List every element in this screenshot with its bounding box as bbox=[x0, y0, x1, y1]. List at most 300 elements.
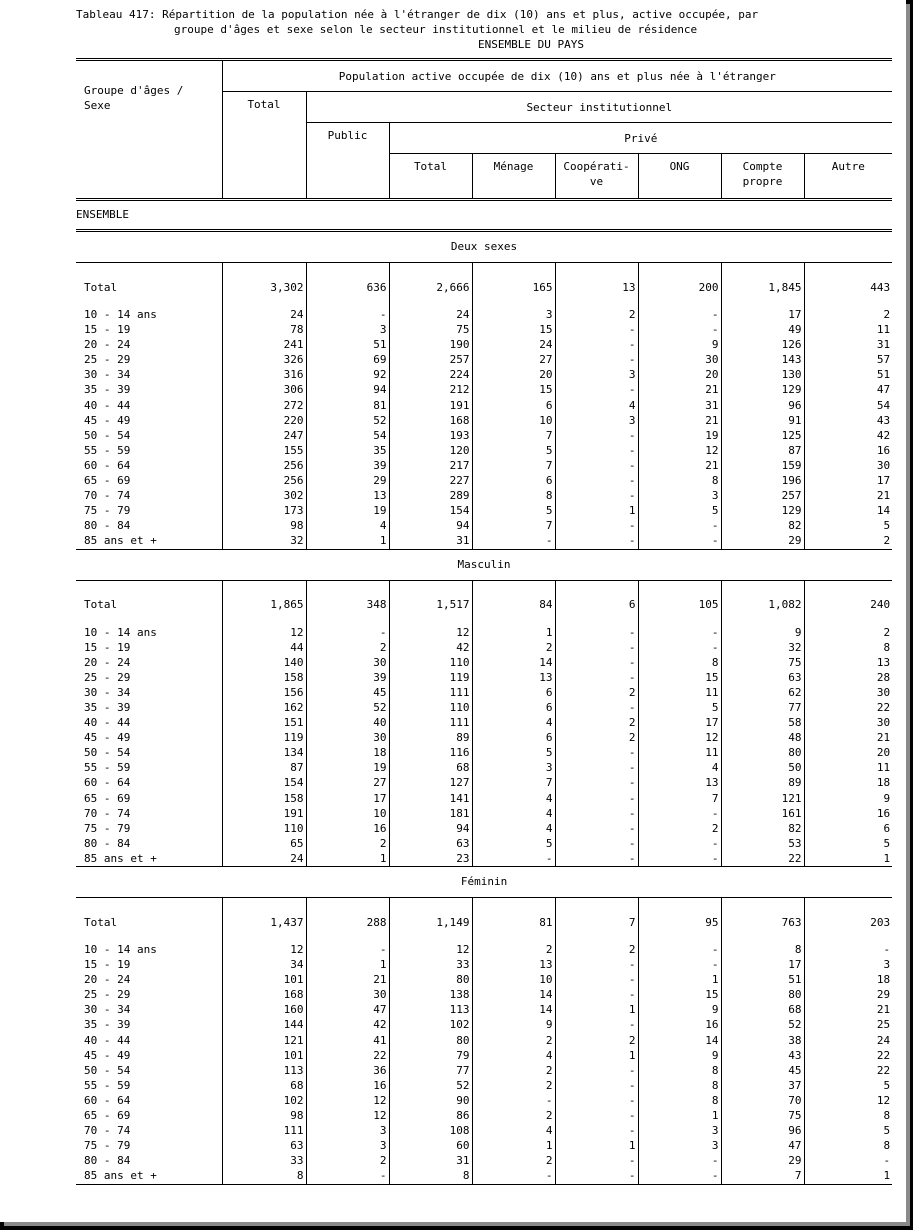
cell-value: 126 bbox=[721, 337, 804, 352]
cell-value: 52 bbox=[389, 1078, 472, 1093]
cell-value: 1 bbox=[804, 1168, 892, 1184]
cell-value: 220 bbox=[222, 413, 306, 428]
cell-value: 5 bbox=[472, 745, 555, 760]
cell-value: 1 bbox=[555, 1138, 638, 1153]
cell-value: - bbox=[555, 670, 638, 685]
cell-value: 80 bbox=[721, 987, 804, 1002]
cell-value: 75 bbox=[389, 322, 472, 337]
cell-value: 1,517 bbox=[389, 595, 472, 613]
cell-value: 102 bbox=[222, 1093, 306, 1108]
cell-value: 116 bbox=[389, 745, 472, 760]
cell-value: 7 bbox=[472, 518, 555, 533]
cell-value: 138 bbox=[389, 987, 472, 1002]
row-label: Total bbox=[84, 280, 118, 294]
section-title: Masculin bbox=[76, 549, 892, 580]
cell-value: 159 bbox=[721, 458, 804, 473]
cell-value: 20 bbox=[472, 367, 555, 382]
cell-value: 12 bbox=[222, 625, 306, 640]
cell-value: 8 bbox=[721, 942, 804, 957]
cell-value: - bbox=[638, 957, 721, 972]
cell-value: 289 bbox=[389, 488, 472, 503]
cell-value: 1,845 bbox=[721, 277, 804, 295]
cell-value: 5 bbox=[472, 836, 555, 851]
cell-value: 7 bbox=[472, 428, 555, 443]
cell-value: 87 bbox=[721, 443, 804, 458]
cell-value: 12 bbox=[306, 1093, 389, 1108]
cell-value: 4 bbox=[472, 1123, 555, 1138]
cell-value: 1 bbox=[472, 1138, 555, 1153]
cell-value: 1,082 bbox=[721, 595, 804, 613]
cell-value: 8 bbox=[638, 1078, 721, 1093]
empty-cell bbox=[472, 580, 555, 595]
cell-value: 4 bbox=[472, 1048, 555, 1063]
cell-value: 7 bbox=[638, 791, 721, 806]
cell-value: 111 bbox=[389, 685, 472, 700]
row-label: 75 - 79 bbox=[84, 821, 131, 835]
cell-value: - bbox=[555, 625, 638, 640]
empty-cell bbox=[76, 898, 222, 913]
cooperative-header bbox=[555, 154, 638, 200]
cell-value: 3 bbox=[555, 367, 638, 382]
cell-value: - bbox=[555, 1123, 638, 1138]
spacer-row bbox=[76, 580, 892, 595]
cell-value: 7 bbox=[472, 775, 555, 790]
row-label: 80 - 84 bbox=[84, 1154, 131, 1168]
cell-value: 92 bbox=[306, 367, 389, 382]
cell-value: 2 bbox=[555, 685, 638, 700]
cell-value: 113 bbox=[389, 1002, 472, 1017]
cell-value: 8 bbox=[804, 640, 892, 655]
cell-value: - bbox=[555, 806, 638, 821]
cell-value: 24 bbox=[222, 851, 306, 867]
table-row bbox=[76, 1123, 892, 1138]
row-label: 10 - 14 ans bbox=[84, 625, 157, 639]
cell-value: 191 bbox=[389, 398, 472, 413]
empty-cell bbox=[222, 613, 306, 625]
cell-value: 316 bbox=[222, 367, 306, 382]
row-label: 35 - 39 bbox=[84, 1018, 131, 1032]
row-label: Total bbox=[84, 598, 118, 612]
cell-value: 763 bbox=[721, 912, 804, 930]
secteur-header: Secteur institutionnel bbox=[306, 92, 892, 123]
cell-value: 119 bbox=[222, 730, 306, 745]
spacer-row bbox=[76, 263, 892, 278]
ong-header: ONG bbox=[638, 154, 721, 200]
table-row bbox=[76, 685, 892, 700]
row-label: 25 - 29 bbox=[84, 670, 131, 684]
cooperative-header-label: Coopérati-ve bbox=[563, 160, 630, 189]
row-label: 40 - 44 bbox=[84, 716, 131, 730]
table-row bbox=[76, 518, 892, 533]
cell-value: 69 bbox=[306, 352, 389, 367]
cell-value: 11 bbox=[804, 760, 892, 775]
table-row bbox=[76, 775, 892, 790]
cell-value: 52 bbox=[306, 700, 389, 715]
cell-value: 8 bbox=[638, 1063, 721, 1078]
cell-value: - bbox=[638, 1168, 721, 1184]
empty-cell bbox=[472, 930, 555, 942]
cell-value: 288 bbox=[306, 912, 389, 930]
cell-value: 47 bbox=[306, 1002, 389, 1017]
cell-value: 102 bbox=[389, 1017, 472, 1032]
cell-value: 140 bbox=[222, 655, 306, 670]
cell-value: 14 bbox=[638, 1033, 721, 1048]
cell-value: 10 bbox=[472, 413, 555, 428]
cell-value: - bbox=[555, 655, 638, 670]
spanner-header: Population active occupée de dix (10) ans et plus née à l'étranger bbox=[222, 60, 892, 92]
title-line-1: Tableau 417: Répartition de la population née à l'étranger de dix (10) ans et plus, active occupée, par bbox=[76, 8, 759, 21]
cell-value: 16 bbox=[638, 1017, 721, 1032]
row-label: 50 - 54 bbox=[84, 428, 131, 442]
cell-value: 155 bbox=[222, 443, 306, 458]
cell-value: 25 bbox=[804, 1017, 892, 1032]
cell-value: 2 bbox=[555, 307, 638, 322]
cell-value: 32 bbox=[222, 533, 306, 549]
table-row bbox=[76, 382, 892, 397]
cell-value: 3 bbox=[638, 488, 721, 503]
cell-value: 162 bbox=[222, 700, 306, 715]
cell-value: 3 bbox=[472, 760, 555, 775]
table-row bbox=[76, 625, 892, 640]
cell-value: 6 bbox=[472, 685, 555, 700]
empty-cell bbox=[804, 898, 892, 913]
cell-value: 23 bbox=[389, 851, 472, 867]
cell-value: 105 bbox=[638, 595, 721, 613]
cell-value: 2 bbox=[306, 836, 389, 851]
cell-value: - bbox=[638, 322, 721, 337]
cell-value: - bbox=[555, 957, 638, 972]
table-row bbox=[76, 806, 892, 821]
cell-value: 4 bbox=[472, 821, 555, 836]
empty-cell bbox=[472, 613, 555, 625]
cell-value: 10 bbox=[306, 806, 389, 821]
cell-value: 15 bbox=[472, 322, 555, 337]
table-row bbox=[76, 443, 892, 458]
cell-value: 200 bbox=[638, 277, 721, 295]
cell-value: - bbox=[555, 972, 638, 987]
cell-value: 110 bbox=[389, 700, 472, 715]
cell-value: 1,865 bbox=[222, 595, 306, 613]
cell-value: 48 bbox=[721, 730, 804, 745]
cell-value: - bbox=[638, 518, 721, 533]
cell-value: 9 bbox=[472, 1017, 555, 1032]
row-label: 70 - 74 bbox=[84, 1124, 131, 1138]
cell-value: 77 bbox=[721, 700, 804, 715]
cell-value: - bbox=[306, 625, 389, 640]
cell-value: 2 bbox=[306, 1153, 389, 1168]
cell-value: - bbox=[638, 851, 721, 867]
cell-value: 21 bbox=[638, 413, 721, 428]
cell-value: 247 bbox=[222, 428, 306, 443]
cell-value: 52 bbox=[306, 413, 389, 428]
row-label: 35 - 39 bbox=[84, 383, 131, 397]
empty-cell bbox=[306, 613, 389, 625]
cell-value: 75 bbox=[721, 655, 804, 670]
cell-value: 1 bbox=[306, 957, 389, 972]
cell-value: 44 bbox=[222, 640, 306, 655]
spacer-row bbox=[76, 898, 892, 913]
cell-value: 29 bbox=[721, 533, 804, 549]
cell-value: 111 bbox=[222, 1123, 306, 1138]
cell-value: 13 bbox=[804, 655, 892, 670]
cell-value: - bbox=[638, 640, 721, 655]
cell-value: 84 bbox=[472, 595, 555, 613]
cell-value: 110 bbox=[389, 655, 472, 670]
cell-value: 58 bbox=[721, 715, 804, 730]
cell-value: 82 bbox=[721, 518, 804, 533]
table-row bbox=[76, 503, 892, 518]
row-label: 45 - 49 bbox=[84, 731, 131, 745]
row-label: 85 ans et + bbox=[76, 533, 222, 549]
row-label: 40 - 44 bbox=[84, 398, 131, 412]
cell-value: 16 bbox=[804, 806, 892, 821]
cell-value: 22 bbox=[804, 1048, 892, 1063]
cell-value: 60 bbox=[389, 1138, 472, 1153]
cell-value: - bbox=[638, 806, 721, 821]
cell-value: 5 bbox=[472, 503, 555, 518]
cell-value: 24 bbox=[472, 337, 555, 352]
row-label: 10 - 14 ans bbox=[84, 308, 157, 321]
cell-value: 75 bbox=[721, 1108, 804, 1123]
section-title: Féminin bbox=[76, 867, 892, 898]
cell-value: 3 bbox=[638, 1123, 721, 1138]
cell-value: 12 bbox=[389, 625, 472, 640]
cell-value: 81 bbox=[306, 398, 389, 413]
cell-value: 181 bbox=[389, 806, 472, 821]
cell-value: 12 bbox=[306, 1108, 389, 1123]
row-label: 60 - 64 bbox=[84, 1093, 131, 1107]
empty-cell bbox=[389, 898, 472, 913]
empty-cell bbox=[472, 898, 555, 913]
cell-value: 108 bbox=[389, 1123, 472, 1138]
empty-cell bbox=[76, 295, 222, 307]
cell-value: 2 bbox=[555, 1033, 638, 1048]
row-label: 30 - 34 bbox=[84, 368, 131, 382]
cell-value: - bbox=[555, 322, 638, 337]
empty-cell bbox=[804, 580, 892, 595]
cell-value: - bbox=[555, 382, 638, 397]
cell-value: 2 bbox=[555, 730, 638, 745]
cell-value: 31 bbox=[389, 533, 472, 549]
row-label: 70 - 74 bbox=[84, 806, 131, 820]
table-row bbox=[76, 413, 892, 428]
row-label: 20 - 24 bbox=[84, 973, 131, 987]
table-row bbox=[76, 398, 892, 413]
cell-value: 257 bbox=[721, 488, 804, 503]
cell-value: - bbox=[638, 625, 721, 640]
cell-value: 86 bbox=[389, 1108, 472, 1123]
cell-value: 94 bbox=[306, 382, 389, 397]
cell-value: 15 bbox=[638, 670, 721, 685]
table-row bbox=[76, 715, 892, 730]
empty-cell bbox=[222, 580, 306, 595]
table-row bbox=[76, 1063, 892, 1078]
cell-value: 54 bbox=[306, 428, 389, 443]
cell-value: 3 bbox=[638, 1138, 721, 1153]
cell-value: 30 bbox=[804, 685, 892, 700]
cell-value: 8 bbox=[472, 488, 555, 503]
table-row bbox=[76, 322, 892, 337]
table-row bbox=[76, 745, 892, 760]
cell-value: 63 bbox=[222, 1138, 306, 1153]
row-label: 20 - 24 bbox=[84, 338, 131, 352]
cell-value: 39 bbox=[306, 670, 389, 685]
cell-value: 39 bbox=[306, 458, 389, 473]
row-label: 45 - 49 bbox=[84, 413, 131, 427]
cell-value: - bbox=[555, 458, 638, 473]
cell-value: 96 bbox=[721, 398, 804, 413]
cell-value: 29 bbox=[306, 473, 389, 488]
empty-cell bbox=[472, 295, 555, 307]
cell-value: 47 bbox=[721, 1138, 804, 1153]
empty-cell bbox=[638, 263, 721, 278]
cell-value: 129 bbox=[721, 382, 804, 397]
cell-value: 2 bbox=[472, 1063, 555, 1078]
cell-value: 20 bbox=[638, 367, 721, 382]
row-label: 80 - 84 bbox=[84, 519, 131, 533]
cell-value: 17 bbox=[721, 307, 804, 322]
cell-value: 40 bbox=[306, 715, 389, 730]
row-label: 20 - 24 bbox=[84, 655, 131, 669]
table-row bbox=[76, 821, 892, 836]
cell-value: 50 bbox=[721, 760, 804, 775]
cell-value: 256 bbox=[222, 458, 306, 473]
cell-value: 203 bbox=[804, 912, 892, 930]
cell-value: 41 bbox=[306, 1033, 389, 1048]
cell-value: 42 bbox=[804, 428, 892, 443]
cell-value: 154 bbox=[222, 775, 306, 790]
cell-value: 29 bbox=[721, 1153, 804, 1168]
table-row bbox=[76, 1048, 892, 1063]
empty-cell bbox=[306, 263, 389, 278]
cell-value: - bbox=[555, 428, 638, 443]
cell-value: 98 bbox=[222, 1108, 306, 1123]
cell-value: 443 bbox=[804, 277, 892, 295]
cell-value: 5 bbox=[638, 503, 721, 518]
cell-value: 24 bbox=[804, 1033, 892, 1048]
empty-cell bbox=[638, 613, 721, 625]
cell-value: 31 bbox=[638, 398, 721, 413]
cell-value: 1 bbox=[804, 851, 892, 867]
empty-cell bbox=[721, 613, 804, 625]
empty-cell bbox=[721, 580, 804, 595]
cell-value: 272 bbox=[222, 398, 306, 413]
cell-value: 193 bbox=[389, 428, 472, 443]
cell-value: 160 bbox=[222, 1002, 306, 1017]
cell-value: 161 bbox=[721, 806, 804, 821]
cell-value: - bbox=[638, 942, 721, 957]
section-header-row bbox=[76, 549, 892, 580]
empty-cell bbox=[306, 295, 389, 307]
empty-cell bbox=[555, 580, 638, 595]
table-row bbox=[76, 851, 892, 867]
cell-value: 2 bbox=[472, 1108, 555, 1123]
cell-value: - bbox=[555, 443, 638, 458]
table-row bbox=[76, 307, 892, 322]
cell-value: - bbox=[804, 942, 892, 957]
table-row bbox=[76, 670, 892, 685]
empty-cell bbox=[76, 263, 222, 278]
empty-cell bbox=[804, 295, 892, 307]
cell-value: 168 bbox=[389, 413, 472, 428]
page-shadow-right-inner bbox=[906, 4, 910, 1224]
row-label: 75 - 79 bbox=[84, 1139, 131, 1153]
empty-cell bbox=[555, 613, 638, 625]
cell-value: 636 bbox=[306, 277, 389, 295]
cell-value: - bbox=[555, 473, 638, 488]
cell-value: 24 bbox=[389, 307, 472, 322]
cell-value: 21 bbox=[804, 1002, 892, 1017]
cell-value: 96 bbox=[721, 1123, 804, 1138]
cell-value: 7 bbox=[472, 458, 555, 473]
cell-value: 6 bbox=[472, 700, 555, 715]
cell-value: 14 bbox=[804, 503, 892, 518]
cell-value: 45 bbox=[721, 1063, 804, 1078]
table-body bbox=[76, 200, 892, 1185]
cell-value: 51 bbox=[804, 367, 892, 382]
cell-value: 2 bbox=[555, 715, 638, 730]
cell-value: 12 bbox=[389, 942, 472, 957]
cell-value: 79 bbox=[389, 1048, 472, 1063]
cell-value: 42 bbox=[389, 640, 472, 655]
cell-value: 9 bbox=[638, 337, 721, 352]
row-label: 70 - 74 bbox=[84, 489, 131, 503]
cell-value: - bbox=[555, 640, 638, 655]
cell-value: 30 bbox=[306, 655, 389, 670]
cell-value: 16 bbox=[306, 1078, 389, 1093]
cell-value: 2 bbox=[472, 1078, 555, 1093]
cell-value: - bbox=[555, 352, 638, 367]
cell-value: 111 bbox=[389, 715, 472, 730]
cell-value: 6 bbox=[472, 473, 555, 488]
row-label: 50 - 54 bbox=[84, 1063, 131, 1077]
cell-value: 31 bbox=[804, 337, 892, 352]
cell-value: 13 bbox=[638, 775, 721, 790]
cell-value: 2 bbox=[804, 625, 892, 640]
cell-value: 119 bbox=[389, 670, 472, 685]
cell-value: - bbox=[555, 1063, 638, 1078]
row-label: 65 - 69 bbox=[84, 791, 131, 805]
table-row bbox=[76, 791, 892, 806]
cell-value: 30 bbox=[306, 987, 389, 1002]
cell-value: 30 bbox=[804, 715, 892, 730]
title-line-3: ENSEMBLE DU PAYS bbox=[478, 38, 584, 51]
table-row bbox=[76, 488, 892, 503]
row-label: 85 ans et + bbox=[76, 1168, 222, 1184]
cell-value: 42 bbox=[306, 1017, 389, 1032]
empty-cell bbox=[389, 580, 472, 595]
row-label: 15 - 19 bbox=[84, 323, 131, 337]
empty-cell bbox=[555, 898, 638, 913]
cell-value: 19 bbox=[306, 503, 389, 518]
cell-value: 82 bbox=[721, 821, 804, 836]
cell-value: 165 bbox=[472, 277, 555, 295]
cell-value: 22 bbox=[306, 1048, 389, 1063]
table-row bbox=[76, 1168, 892, 1184]
cell-value: 51 bbox=[306, 337, 389, 352]
cell-value: 68 bbox=[389, 760, 472, 775]
row-label: 40 - 44 bbox=[84, 1033, 131, 1047]
cell-value: 30 bbox=[306, 730, 389, 745]
cell-value: 5 bbox=[804, 518, 892, 533]
cell-value: 17 bbox=[306, 791, 389, 806]
cell-value: 77 bbox=[389, 1063, 472, 1078]
cell-value: 1 bbox=[638, 1108, 721, 1123]
cell-value: 54 bbox=[804, 398, 892, 413]
cell-value: 4 bbox=[472, 791, 555, 806]
cell-value: 8 bbox=[638, 473, 721, 488]
table-row bbox=[76, 1033, 892, 1048]
